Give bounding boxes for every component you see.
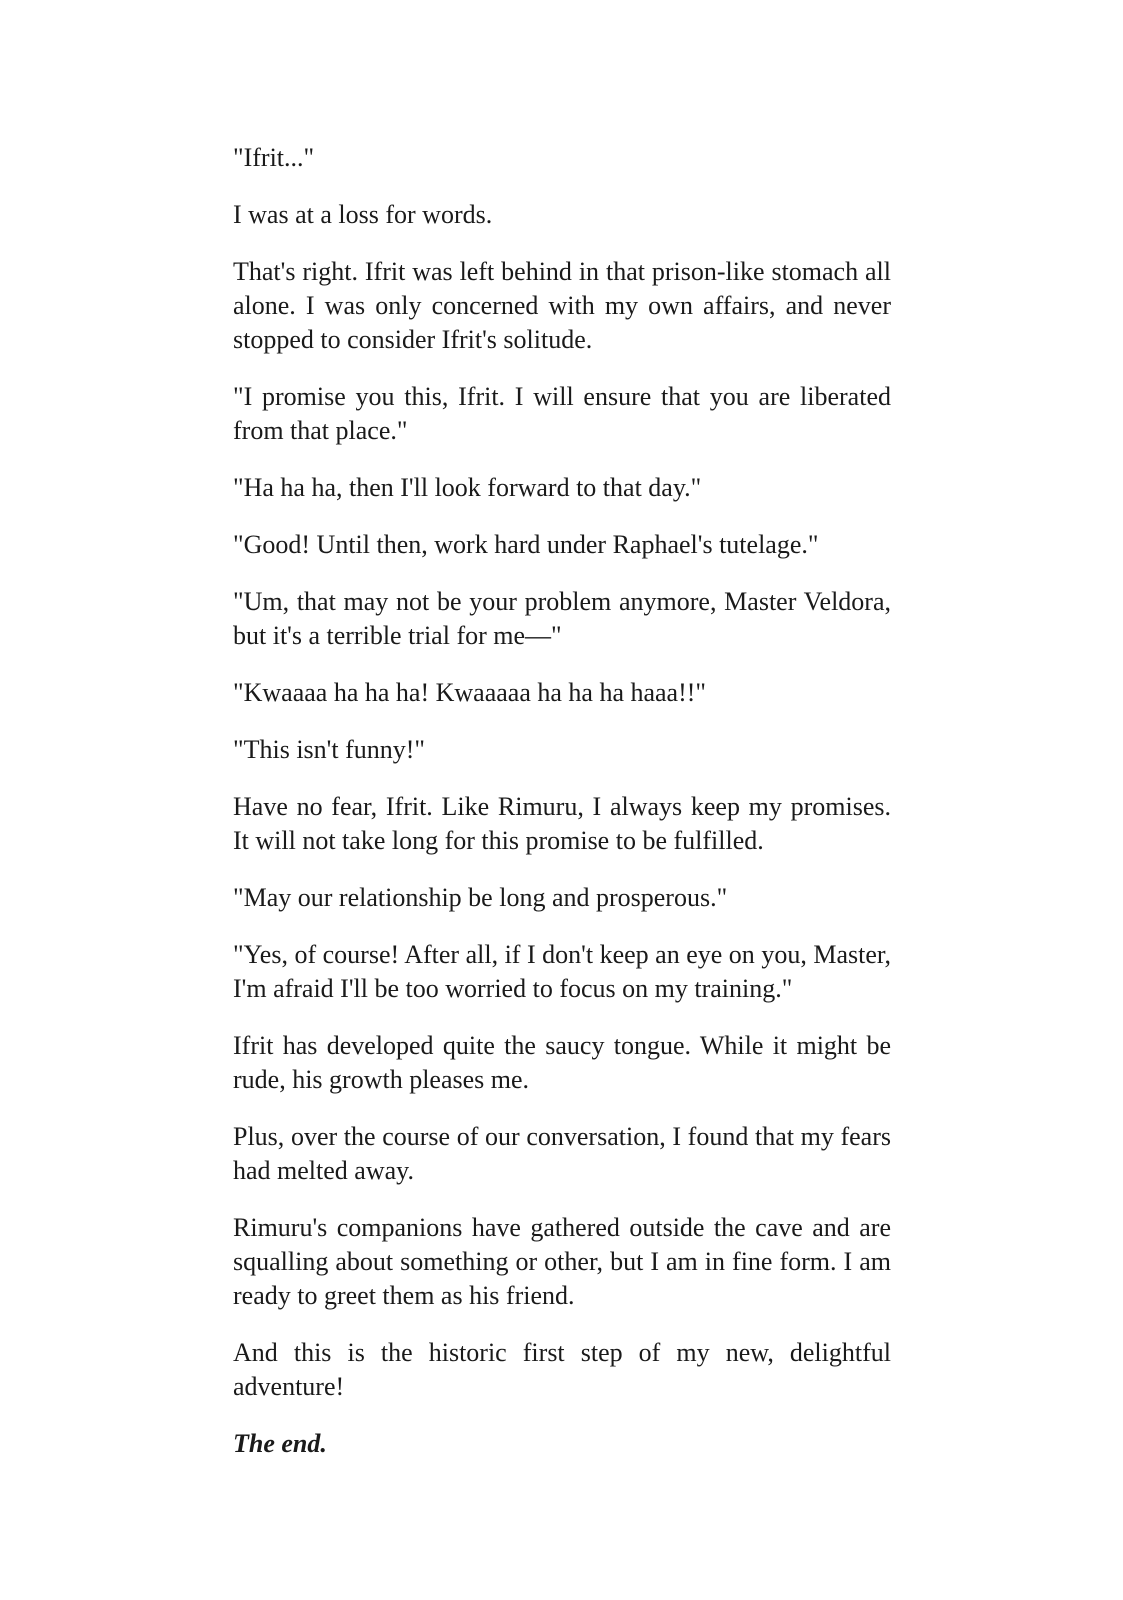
paragraph: "Um, that may not be your problem anymore, Master Veldora, but it's a terrible trial for me—" [233, 587, 891, 650]
paragraph: Rimuru's companions have gathered outside the cave and are squalling about something or other, but I am in fine form. I am ready to greet them as his friend. [233, 1213, 891, 1310]
paragraph: "This isn't funny!" [233, 735, 426, 764]
paragraph: "Good! Until then, work hard under Raphael's tutelage." [233, 530, 819, 559]
paragraph: I was at a loss for words. [233, 200, 493, 229]
paragraph: "May our relationship be long and prosperous." [233, 883, 728, 912]
paragraph: That's right. Ifrit was left behind in that prison-like stomach all alone. I was only concerned with my own affairs, and never stopped to consider Ifrit's solitude. [233, 257, 891, 354]
paragraph: "Kwaaaa ha ha ha! Kwaaaaa ha ha ha haaa!!" [233, 678, 707, 707]
paragraph: "Ha ha ha, then I'll look forward to that day." [233, 473, 702, 502]
paragraph: "Ifrit..." [233, 143, 315, 172]
paragraph: Ifrit has developed quite the saucy tongue. While it might be rude, his growth pleases me. [233, 1031, 891, 1094]
paragraph: And this is the historic first step of my new, delightful adventure! [233, 1338, 891, 1401]
paragraph: "I promise you this, Ifrit. I will ensure that you are liberated from that place." [233, 382, 891, 445]
paragraph: Have no fear, Ifrit. Like Rimuru, I always keep my promises. It will not take long for this promise to be fulfilled. [233, 792, 891, 855]
paragraph: "Yes, of course! After all, if I don't keep an eye on you, Master, I'm afraid I'll be too worried to focus on my training." [233, 940, 891, 1003]
the-end-closer: The end. [233, 1429, 327, 1458]
body-text [233, 141, 891, 1484]
paragraph: Plus, over the course of our conversation, I found that my fears had melted away. [233, 1122, 891, 1185]
